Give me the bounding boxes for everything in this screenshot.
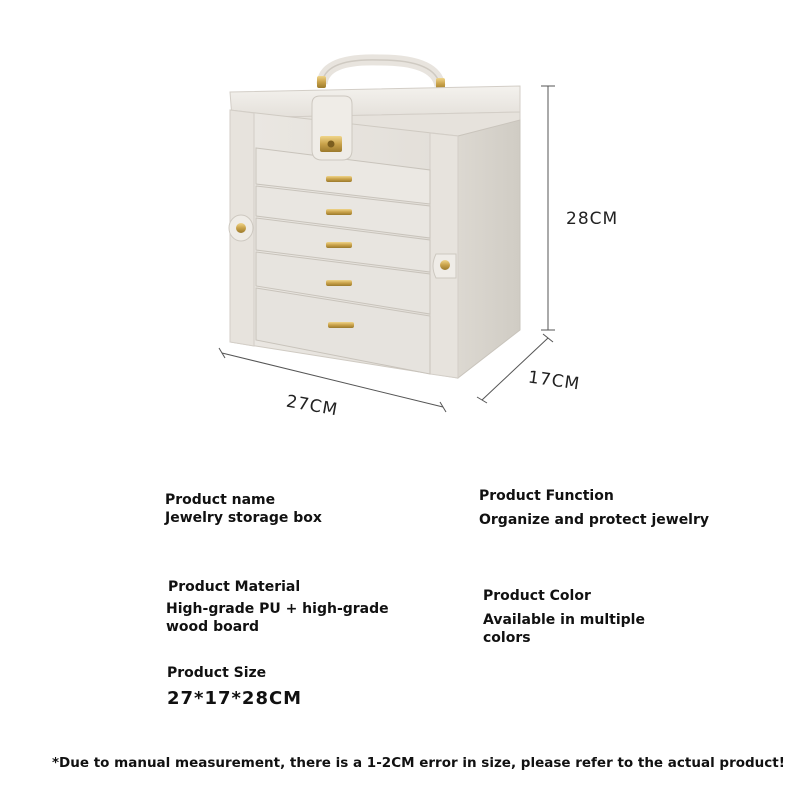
spec-product-name: [165, 491, 322, 527]
spec-label: Product Function: [479, 488, 614, 504]
spec-label: Product name: [165, 492, 276, 508]
spec-label: Product Size: [167, 665, 267, 681]
spec-value: colors: [483, 630, 531, 646]
spec-value: wood board: [166, 619, 260, 635]
spec-product-color: [483, 587, 645, 647]
spec-value: High-grade PU + high-grade: [166, 601, 389, 617]
height-label: 28CM: [566, 209, 619, 229]
width-label: 27CM: [284, 391, 340, 421]
lock-clasp: [312, 96, 352, 160]
box-side: [458, 120, 520, 378]
disclaimer-note: *Due to manual measurement, there is a 1-2CM error in size, please refer to the actual product!: [52, 755, 785, 771]
spec-value: Jewelry storage box: [165, 510, 322, 526]
spec-label: Product Color: [483, 588, 591, 604]
spec-product-material: [166, 578, 389, 636]
handle: [317, 60, 445, 90]
spec-label: Product Material: [168, 579, 301, 595]
depth-label: 17CM: [526, 367, 582, 395]
spec-value: Available in multiple: [483, 612, 645, 628]
drawers: [256, 148, 430, 374]
spec-value: 27*17*28CM: [167, 688, 303, 709]
spec-product-size: [167, 664, 302, 708]
spec-product-function: [479, 487, 709, 529]
spec-value: Organize and protect jewelry: [479, 512, 710, 528]
